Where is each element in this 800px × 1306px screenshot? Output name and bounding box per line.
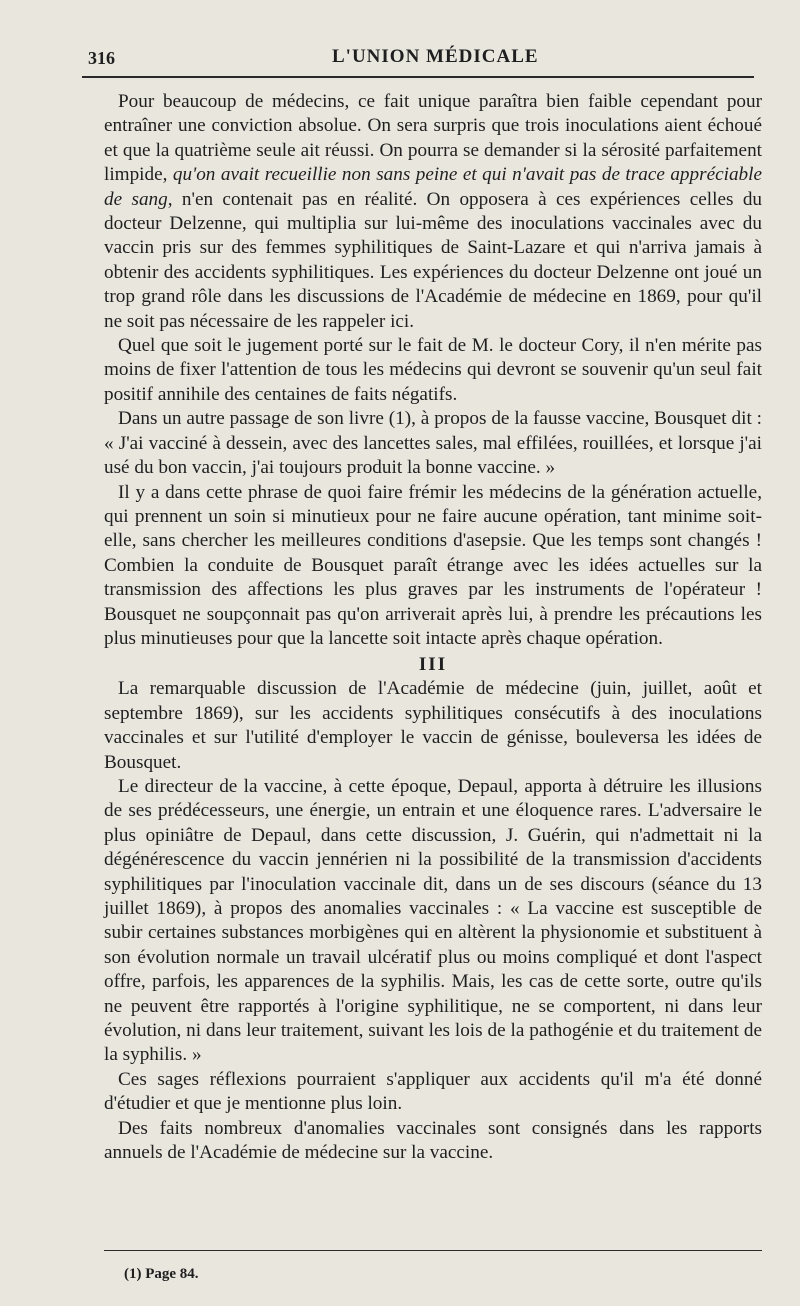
body-text: [104, 90, 762, 1165]
paragraph: Dans un autre passage de son livre (1), à propos de la fausse vaccine, Bousquet dit : « J'ai vacciné à dessein, avec des lancettes sales, mal effilées, rouillées, et lorsque j'ai usé du bon vaccin, j'ai toujours produit la bonne vaccine. »: [104, 408, 762, 479]
footnote-rule: [104, 1250, 762, 1251]
running-title: L'UNION MÉDICALE: [332, 46, 539, 67]
paragraph: Des faits nombreux d'anomalies vaccinales sont consignés dans les rapports annuels de l'Académie de médecine sur la vaccine.: [104, 1117, 762, 1164]
page-header: [82, 44, 772, 74]
paragraph-text: Pour beaucoup de médecins, ce fait unique paraîtra bien faible cependant pour entraîner une conviction absolue. On sera surpris que trois inoculations aient échoué et que la quatrième seule ait réussi. On pourra se demander si la sérosité parfaitement limpide,: [104, 91, 762, 186]
paragraph: Quel que soit le jugement porté sur le fait de M. le docteur Cory, il n'en mérite pas moins de fixer l'attention de tous les médecins qui devront se souvenir qu'un seul fait positif annihile des centaines de faits négatifs.: [104, 335, 762, 405]
italic-quote: qu'on avait recueillie non sans peine et qui n'avait pas de trace appréciable de sang: [104, 164, 762, 210]
paragraph: Il y a dans cette phrase de quoi faire frémir les médecins de la génération actuelle, qui prennent un soin si minutieux pour ne faire aucune opération, tant minime soit-elle, sans chercher les meilleures conditions d'asepsie. Que les temps sont changés ! Combien la conduite de Bousquet paraît étrange avec les idées actuelles sur la transmission des affections les plus graves par les instruments de l'opérateur ! Bousquet ne soupçonnait pas qu'on arriverait après lui, à prendre les précautions les plus minutieuses pour que la lancette soit intacte après chaque opération.: [104, 481, 762, 649]
paragraph-text: , n'en contenait pas en réalité. On opposera à ces expériences celles du docteur Delzenne, qui multiplia sur lui-même des inoculations vaccinales avec du vaccin pris sur des femmes syphilitiques de Saint-Lazare et qui n'arriva jamais à obtenir des accidents syphilitiques. Les expériences du docteur Delzenne ont joué un trop grand rôle dans les discussions de l'Académie de médecine en 1869, pour qu'il ne soit pas nécessaire de les rappeler ici.: [104, 188, 763, 332]
page-number: 316: [88, 48, 115, 68]
section-heading: III: [418, 654, 448, 676]
paragraph: Ces sages réflexions pourraient s'appliquer aux accidents qu'il m'a été donné d'étudier et que je mentionne plus loin.: [104, 1068, 762, 1115]
paragraph: Le directeur de la vaccine, à cette époque, Depaul, apporta à détruire les illusions de ses prédécesseurs, une énergie, un entrain et une éloquence rares. L'adversaire le plus opiniâtre de Depaul, dans cette discussion, J. Guérin, qui n'admettait ni la dégénérescence du vaccin jennérien ni la possibilité de la transmission d'accidents syphilitiques par l'inoculation vaccinale dit, dans un de ses discours (séance du 13 juillet 1869), à propos des anomalies vaccinales : « La vaccine est susceptible de subir certaines substances morbigènes qui en altèrent la physionomie et substituent à son évolution normale un travail ulcératif plus ou moins compliqué et dont l'aspect offre, parfois, les apparences de la syphilis. Mais, les cas de cette sorte, outre qu'ils ne peuvent être rapportés à l'origine syphilitique, ne se comportent, ni dans leur évolution, ni dans leur traitement, suivant les lois de la pathogénie et du traitement de la syphilis. »: [104, 775, 762, 1066]
footnote: (1) Page 84.: [124, 1266, 199, 1282]
paragraph: [104, 90, 762, 334]
paragraph: La remarquable discussion de l'Académie de médecine (juin, juillet, août et septembre 1869), sur les accidents syphilitiques consécutifs à des inoculations vaccinales et sur l'utilité d'employer le vaccin de génisse, bouleversa les idées de Bousquet.: [104, 678, 762, 773]
header-rule: [82, 76, 754, 78]
